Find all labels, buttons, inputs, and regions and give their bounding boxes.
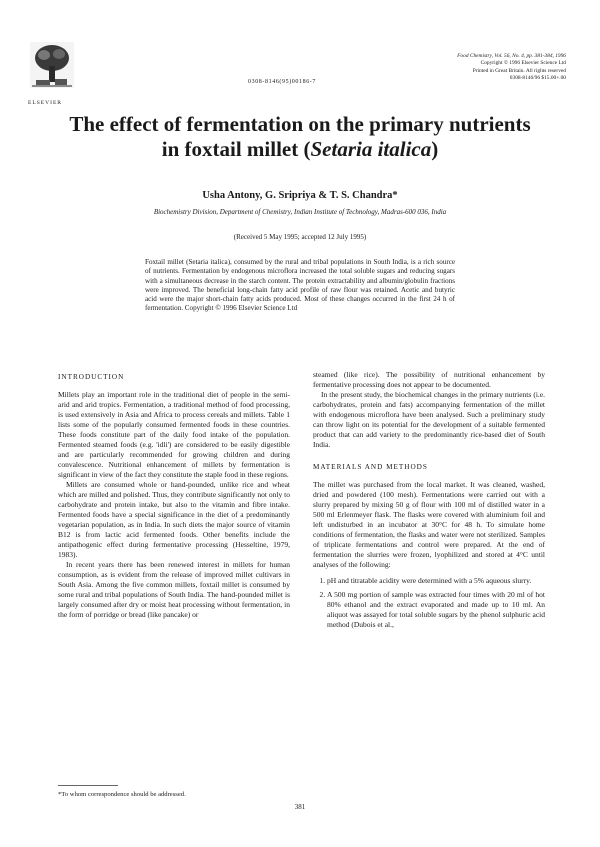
elsevier-tree-icon [30, 42, 74, 88]
section-heading-introduction: INTRODUCTION [58, 373, 125, 381]
publisher-name: ELSEVIER [28, 100, 62, 106]
paragraph: The millet was purchased from the local market. It was cleaned, washed, dried and powdered (100 mesh). Fermentations were carried out with a slurry prepared by mixing 50 g of flour with 100 ml of distilled water in a 500 ml Erlenmeyer flask. The flasks were covered with aluminium foil and left undisturbed in an incubator at 30°C for 48 h. To simulate home conditions of fermentation, the flasks and water were not sterilized. Samples of triplicate fermentations and control were prepared. At the end of fermentation the slurries were frozen, lyophilized and stored at 4°C until analyses of the following: [313, 480, 545, 569]
paragraph: Millets play an important role in the traditional diet of people in the semi-arid and arid tropics. Fermentation, a traditional method of food processing, is used extensively in Asia and Africa to process cereals and millets. Table 1 lists some of the popularly consumed fermented foods in these countries. These foods constitute part of the daily food intake of the population. Fermented steamed foods (e.g. 'idli') are considered to be easily digestible and are particularly recommended for growing children and during convalescence. Nutritional enhancement of millets by fermentation is significant in view of the fact they constitute the staple food in these regions. [58, 390, 290, 479]
footnote: *To whom correspondence should be addressed. [58, 791, 186, 798]
copyright-line: Copyright © 1996 Elsevier Science Ltd [480, 60, 566, 67]
journal-meta [366, 53, 566, 83]
footnote-divider [58, 785, 118, 786]
section-heading-methods: MATERIALS AND METHODS [313, 463, 428, 471]
title-species: Setaria italica [310, 137, 432, 161]
left-column [58, 370, 290, 620]
elsevier-logo [30, 42, 74, 100]
abstract: Foxtail millet (Setaria italica), consumed by the rural and tribal populations in South India, is a rich source of nutrients. Fermentation by endogenous microflora increased the total soluble sugars and reducing sugars with a simultaneous decrease in the starch content. The protein extractability and albumin/globulin fractions were improved. The beneficial long-chain fatty acid profile of raw flour was retained. Acetic and butyric acid were the major short-chain fatty acids produced. Most of these changes occurred in the first 24 h of fermentation. Copyright © 1996 Elsevier Science Ltd [145, 258, 455, 313]
affiliation: Biochemistry Division, Department of Chemistry, Indian Institute of Technology, Madras-600 036, India [153, 208, 447, 216]
article-title [60, 112, 540, 162]
title-close: ) [431, 137, 439, 161]
title-text: The effect of fermentation on the primary nutrients in foxtail millet ( [69, 112, 531, 161]
paragraph: In recent years there has been renewed interest in millets for human consumption, as is evident from the release of improved millet cultivars in South Asia. Among the five common millets, foxtail millet is consumed by some rural and tribal populations of South India. The hand-pounded millet is largely consumed after dry or moist heat processing without fermentation, in the form of porridge or bread (like pancake) or [58, 560, 290, 619]
received-dates: (Received 5 May 1995; accepted 12 July 1995) [233, 233, 367, 241]
price-code: 0308-8146/96 $15.00+.00 [509, 75, 566, 82]
journal-citation: Food Chemistry, Vol. 56, No. 4, pp. 381-384, 1996 [457, 53, 566, 59]
paragraph: steamed (like rice). The possibility of nutritional enhancement by fermentative processing does not appear to be documented. [313, 370, 545, 389]
page-number: 381 [294, 803, 306, 811]
printed-line: Printed in Great Britain. All rights reserved [472, 67, 566, 74]
methods-list [313, 576, 545, 630]
paragraph: In the present study, the biochemical changes in the primary nutrients (i.e. carbohydrates, protein and fats) accompanying fermentation of the millet with endogenous microflora have been analysed. Such a preliminary study can throw light on its potential for the development of a suitable fermented product that can add variety to the predominantly rice-based diet of South India. [313, 390, 545, 449]
authors: Usha Antony, G. Sripriya & T. S. Chandra* [202, 190, 398, 201]
doi-code: 0308-8146(95)00186-7 [248, 79, 316, 85]
list-item: 1. pH and titratable acidity were determined with a 5% aqueous slurry. [327, 576, 545, 586]
paragraph: Millets are consumed whole or hand-pounded, unlike rice and wheat which are milled and polished. Thus, they contribute significantly not only to carbohydrate and protein intake, but also to the vitamin and fibre intake. Fermented foods have a special significance in the diet of a predominantly vegetarian population, as in India. In such diets the major source of vitamin B12 is from lactic acid fermented foods. Other benefits include the antipathogenic effect during fermentative processing (Hesseltine, 1979, 1983). [58, 480, 290, 559]
right-column [313, 370, 545, 634]
list-item: 2. A 500 mg portion of sample was extracted four times with 20 ml of hot 80% ethanol and the extract evaporated and made up to 10 ml. An aliquot was assayed for total soluble sugars by the phenol sulphuric acid method (Dubois et al., [327, 590, 545, 630]
